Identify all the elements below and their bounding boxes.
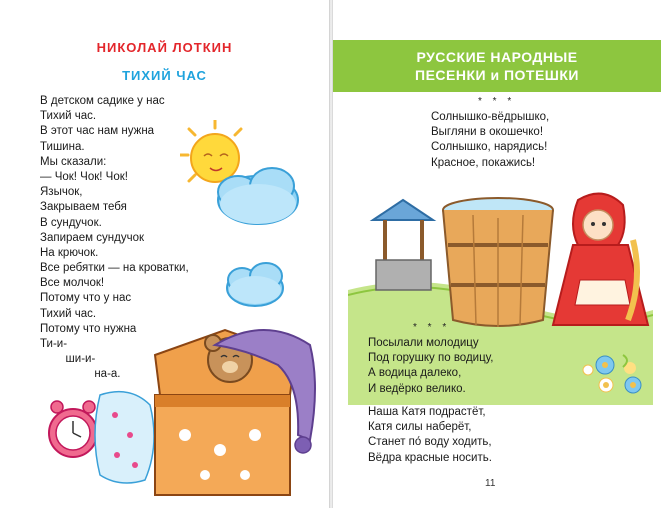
section-banner	[333, 40, 661, 92]
sun-icon	[180, 120, 241, 182]
verse-1	[431, 110, 549, 171]
right-page	[333, 0, 661, 508]
poem-line: Мы сказали:	[40, 155, 107, 168]
verse-line: Под горушку по водицу,	[368, 352, 494, 365]
poem-line: Запираем сундучок	[40, 231, 145, 244]
stars-divider: * * *	[478, 96, 516, 107]
pillow-icon	[95, 392, 154, 483]
poem-line: В детском садике у нас	[40, 95, 165, 107]
poem-line: Закрываем тебя	[40, 201, 127, 214]
poem-line: Тихий час.	[40, 110, 97, 123]
verse-2	[368, 336, 493, 397]
poem-line: ши-и-	[40, 353, 96, 366]
well-icon	[373, 200, 433, 290]
verse-line: Катя силы наберёт,	[368, 421, 472, 434]
left-page	[0, 0, 329, 508]
verse-line: Посылали молодицу	[368, 337, 479, 349]
verse-line: Солнышко-вёдрышко,	[431, 111, 550, 123]
verse-line: А водица далеко,	[368, 367, 462, 380]
poem-line: на-а.	[40, 368, 121, 381]
verse-line: Выгляни в окошечко!	[431, 126, 544, 139]
verse-line: Солнышко, нарядись!	[431, 141, 548, 154]
poem-line: Тишина.	[40, 140, 85, 153]
blue-flowers-decoration	[583, 345, 658, 405]
poem-line: Потому что нужна	[40, 322, 137, 335]
chest-teddy-illustration	[45, 315, 325, 505]
cloud-icon	[218, 168, 298, 224]
verse-3	[368, 405, 492, 466]
poem-line: Ти-и-	[40, 338, 68, 350]
verse-line: Станет по́ воду ходить,	[368, 436, 492, 449]
small-cloud-icon	[227, 263, 283, 306]
poem-line: Тихий час.	[40, 307, 97, 320]
poem-line: Язычок,	[40, 186, 83, 199]
poem-line: — Чок! Чок! Чок!	[40, 170, 128, 183]
girl-icon	[553, 194, 648, 325]
verse-line: Вёдра красные носить.	[368, 451, 492, 464]
verse-line: Красное, покажись!	[431, 156, 536, 169]
poem-line: Потому что у нас	[40, 292, 132, 305]
sun-clouds-illustration	[180, 120, 320, 330]
verse-line: Наша Катя подрастёт,	[368, 406, 486, 418]
poem-title: ТИХИЙ ЧАС	[122, 68, 207, 83]
stars-divider-2: * * *	[413, 322, 451, 333]
banner-title-line1: РУССКИЕ НАРОДНЫЕ	[416, 49, 578, 65]
verse-line: И ведёрко велико.	[368, 382, 466, 395]
poem-line: Все молчок!	[40, 277, 105, 290]
poem-line: Все ребятки — на кроватки,	[40, 262, 189, 275]
banner-title-line2: ПЕСЕНКИ и ПОТЕШКИ	[415, 67, 579, 83]
page-number: 11	[485, 478, 496, 489]
bucket-icon	[443, 198, 553, 327]
author-name: НИКОЛАЙ ЛОТКИН	[96, 40, 233, 55]
poem-line: В этот час нам нужна	[40, 125, 155, 138]
poem-line: В сундучок.	[40, 216, 102, 229]
poem-line: На крючок.	[40, 246, 99, 259]
alarm-clock-icon	[49, 401, 97, 457]
